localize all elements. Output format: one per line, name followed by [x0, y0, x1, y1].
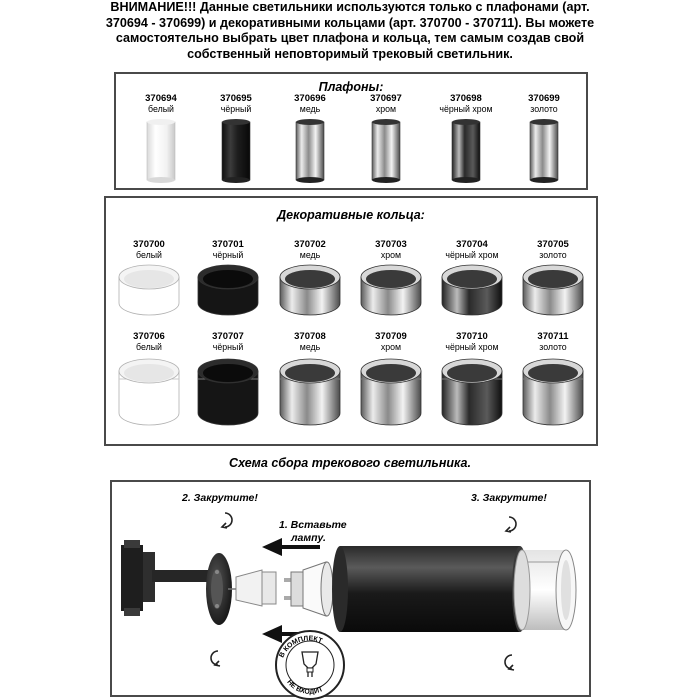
item-code: 370695: [220, 93, 252, 104]
black-tube: [332, 546, 528, 632]
item-code: 370706: [133, 331, 165, 342]
item-color-name: белый: [136, 342, 162, 352]
item-code: 370700: [133, 239, 165, 250]
item-color-name: чёрный хром: [439, 104, 493, 114]
item-code: 370702: [294, 239, 326, 250]
item-color-name: чёрный: [220, 104, 252, 114]
item-color-name: белый: [148, 104, 174, 114]
notice-line: самостоятельно выбрать цвет плафона и кольца, тем самым создав свой: [115, 31, 585, 45]
item-color-name: золото: [530, 104, 558, 114]
item-code: 370704: [456, 239, 488, 250]
notice-line: ВНИМАНИЕ!!! Данные светильники используются только с плафонами (арт.: [110, 0, 590, 14]
item-color-name: чёрный: [212, 250, 244, 260]
not-included-stamp: [276, 631, 344, 699]
item-color-name: чёрный хром: [445, 250, 499, 260]
item-code: 370710: [456, 331, 488, 342]
mount-stem: [152, 570, 208, 582]
item-code: 370696: [294, 93, 326, 104]
step1-label-line2: лампу.: [291, 532, 326, 544]
diagram-title: Схема сбора трекового светильника.: [229, 456, 471, 470]
item-color-name: хром: [380, 250, 402, 260]
item-code: 370705: [537, 239, 569, 250]
stamp-text-bottom: НЕ ВХОДИТ: [285, 678, 325, 696]
item-color-name: медь: [299, 342, 321, 352]
decorative-ring: [514, 550, 576, 630]
stamp-text-top: В КОМПЛЕКТ: [278, 635, 324, 659]
item-code: 370709: [375, 331, 407, 342]
item-code: 370694: [145, 93, 177, 104]
notice-line: 370694 - 370699) и декоративными кольцами (арт. 370700 - 370711). Вы можете: [105, 15, 595, 30]
item-code: 370701: [212, 239, 244, 250]
step1-label-line1: 1. Вставьте: [279, 519, 347, 531]
step2-label: 2. Закрутите!: [182, 492, 258, 504]
item-code: 370698: [450, 93, 482, 104]
item-code: 370699: [528, 93, 560, 104]
item-color-name: золото: [539, 342, 567, 352]
item-code: 370708: [294, 331, 326, 342]
rings-title: Декоративные кольца:: [277, 208, 425, 222]
item-color-name: белый: [136, 250, 162, 260]
item-code: 370711: [537, 331, 569, 342]
item-color-name: чёрный: [212, 342, 244, 352]
item-color-name: медь: [299, 250, 321, 260]
item-color-name: хром: [375, 104, 397, 114]
item-color-name: медь: [299, 104, 321, 114]
item-code: 370707: [212, 331, 244, 342]
item-color-name: чёрный хром: [445, 342, 499, 352]
notice-line: собственный неповторимый трековый светильник.: [187, 46, 513, 61]
item-color-name: золото: [539, 250, 567, 260]
item-code: 370697: [370, 93, 402, 104]
shades-title: Плафоны:: [318, 80, 384, 94]
step3-label: 3. Закрутите!: [471, 492, 547, 504]
item-code: 370703: [375, 239, 407, 250]
item-color-name: хром: [380, 342, 402, 352]
